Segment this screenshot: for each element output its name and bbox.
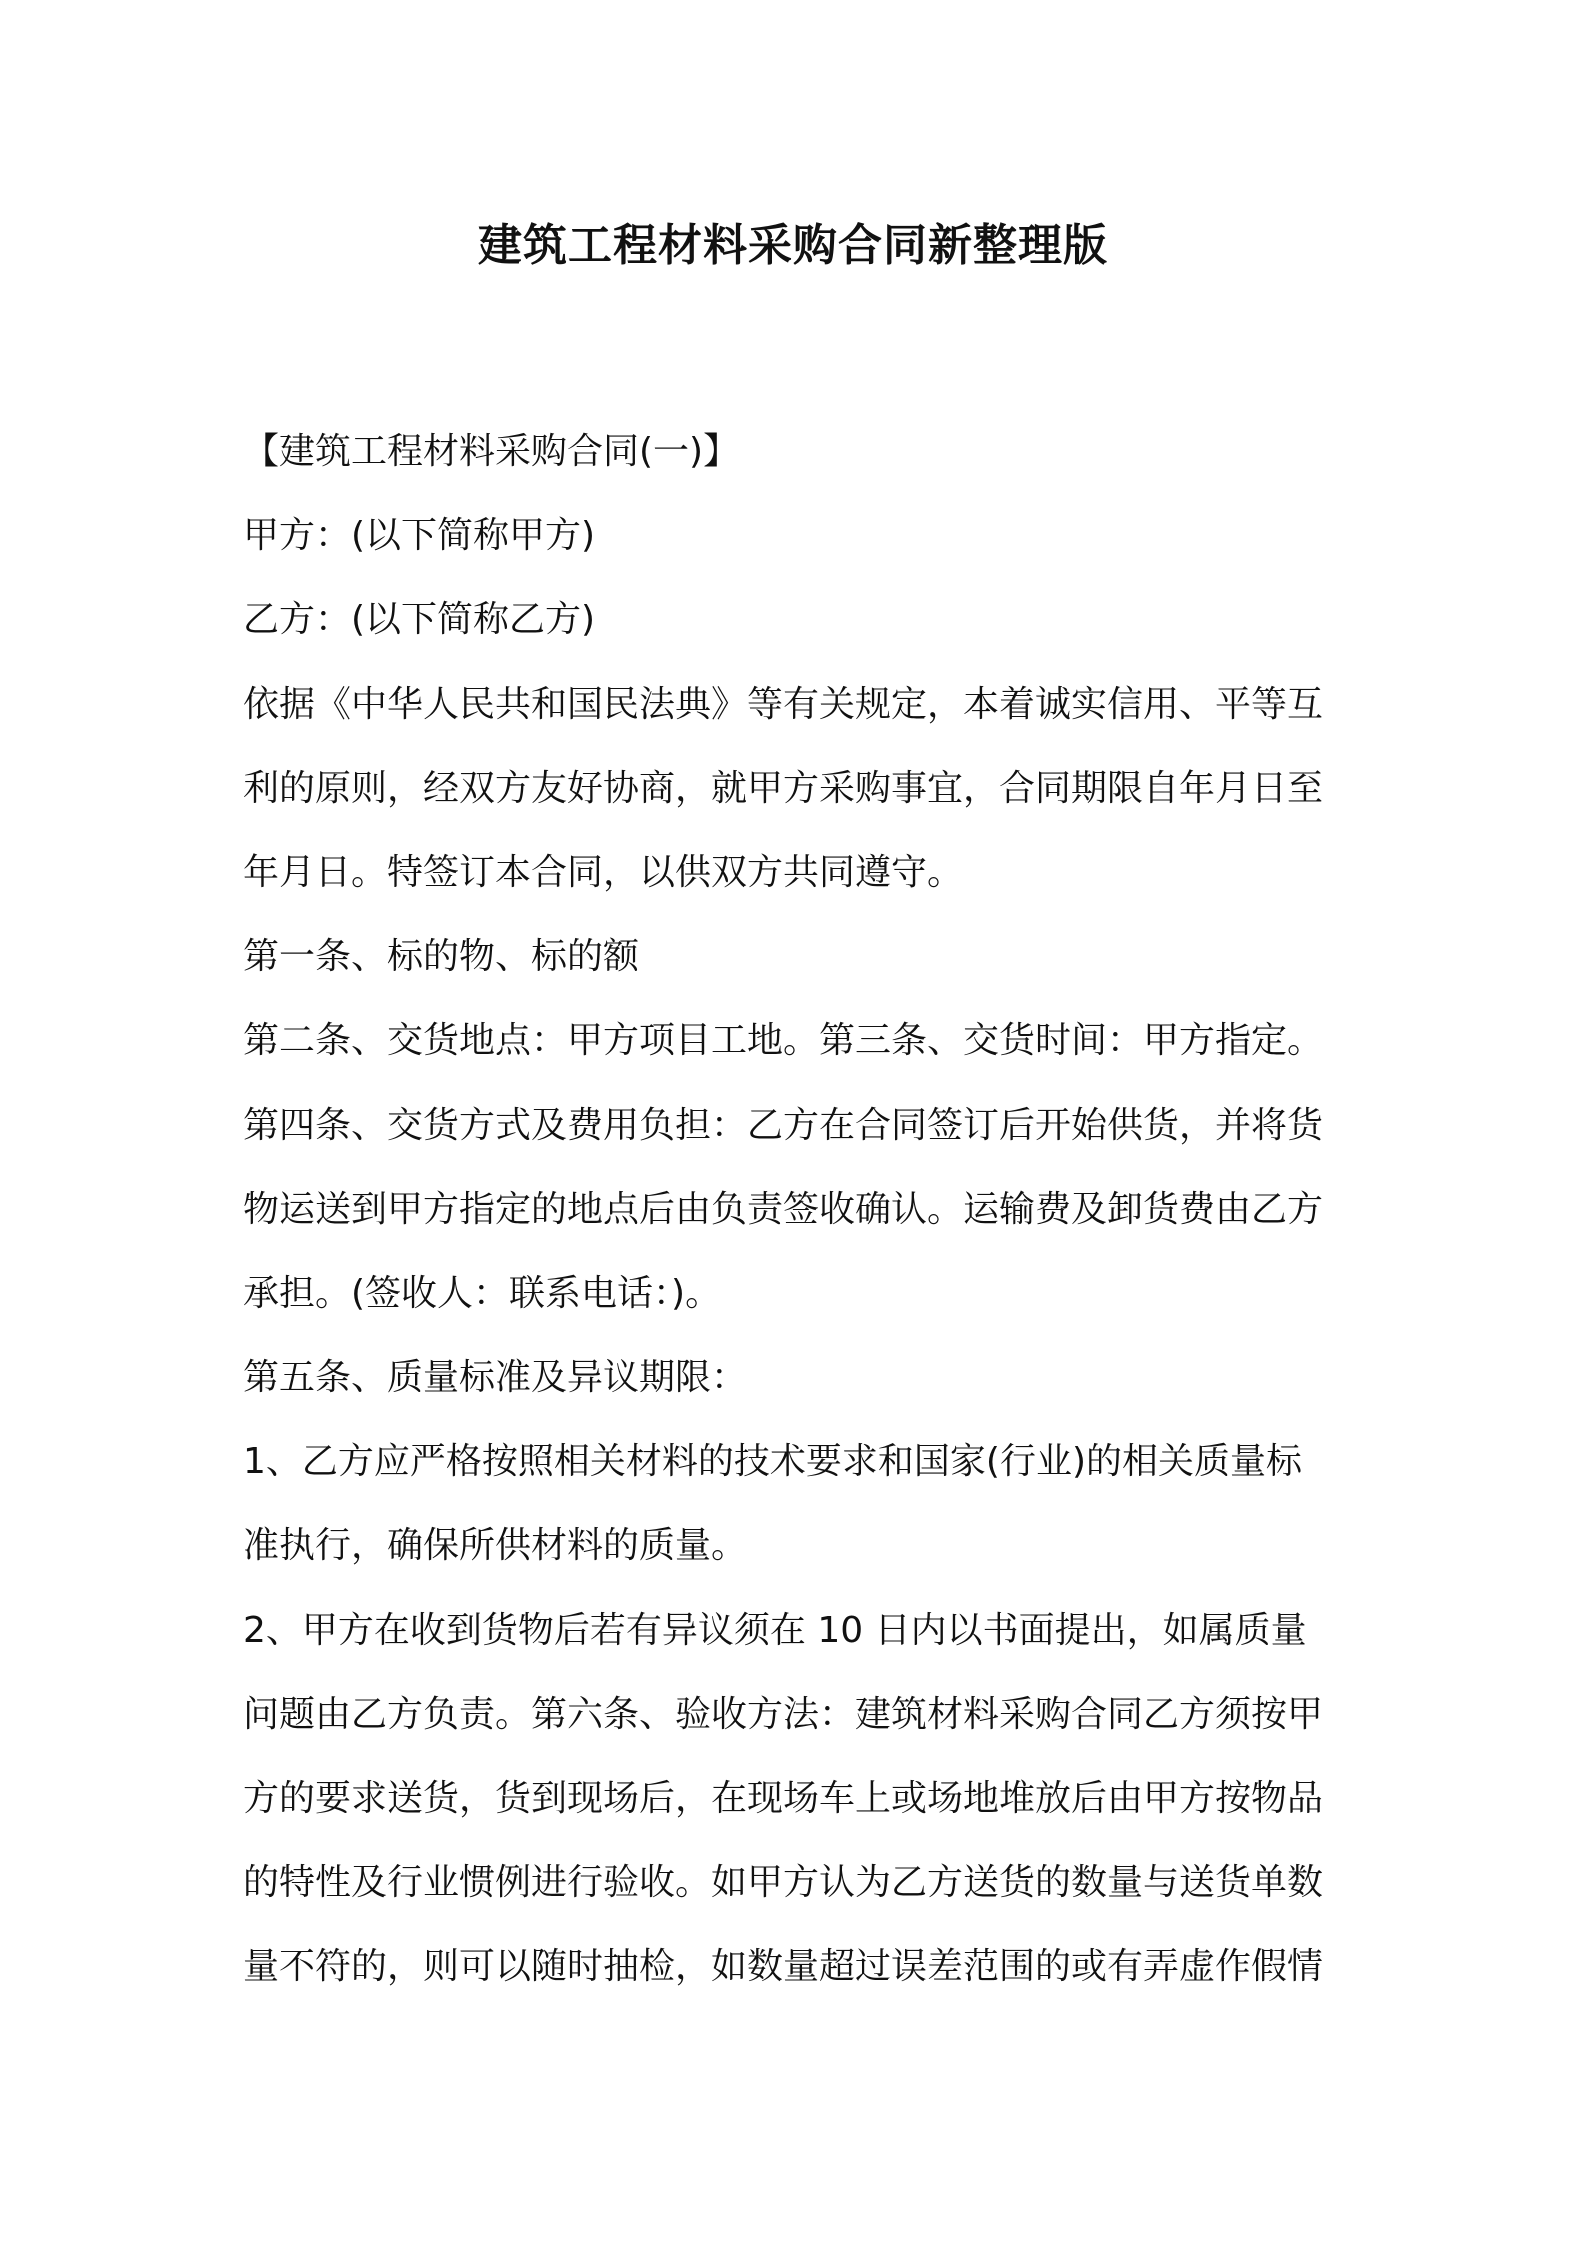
paragraph-line: 年月日。特签订本合同，以供双方共同遵守。 <box>243 851 964 893</box>
paragraph-line: 量不符的，则可以随时抽检，如数量超过误差范围的或有弄虚作假情 <box>243 1946 1324 1988</box>
paragraph-line: 物运送到甲方指定的地点后由负责签收确认。运输费及卸货费由乙方 <box>243 1188 1324 1230</box>
clause-line: 第一条、标的物、标的额 <box>243 936 640 978</box>
clause-line: 第五条、质量标准及异议期限： <box>243 1357 748 1399</box>
paragraph-line: 方的要求送货，货到现场后，在现场车上或场地堆放后由甲方按物品 <box>243 1778 1324 1819</box>
clause-line: 第二条、交货地点：甲方项目工地。第三条、交货时间：甲方指定。 <box>243 1020 1324 1062</box>
list-item-line: 2、甲方在收到货物后若有异议须在 10 日内以书面提出，如属质量 <box>243 1609 1307 1651</box>
paragraph-line: 的特性及行业惯例进行验收。如甲方认为乙方送货的数量与送货单数 <box>243 1862 1324 1904</box>
paragraph-line: 依据《中华人民共和国民法典》等有关规定，本着诚实信用、平等互 <box>243 683 1324 725</box>
list-item-line: 1、乙方应严格按照相关材料的技术要求和国家(行业)的相关质量标 <box>243 1441 1302 1483</box>
clause-line: 第四条、交货方式及费用负担：乙方在合同签订后开始供货，并将货 <box>243 1104 1324 1146</box>
paragraph-line: 承担。(签收人：联系电话：)。 <box>243 1272 722 1314</box>
party-a-line: 甲方：(以下简称甲方) <box>243 515 596 557</box>
paragraph-line: 准执行，确保所供材料的质量。 <box>243 1525 748 1567</box>
document-body <box>243 410 1356 2010</box>
document-title: 建筑工程材料采购合同新整理版 <box>478 220 1108 271</box>
paragraph-line: 利的原则，经双方友好协商，就甲方采购事宜，合同期限自年月日至 <box>243 767 1324 809</box>
section-heading: 【建筑工程材料采购合同(一)】 <box>243 431 740 472</box>
party-b-line: 乙方：(以下简称乙方) <box>243 599 596 641</box>
paragraph-line: 问题由乙方负责。第六条、验收方法：建筑材料采购合同乙方须按甲 <box>243 1693 1324 1735</box>
